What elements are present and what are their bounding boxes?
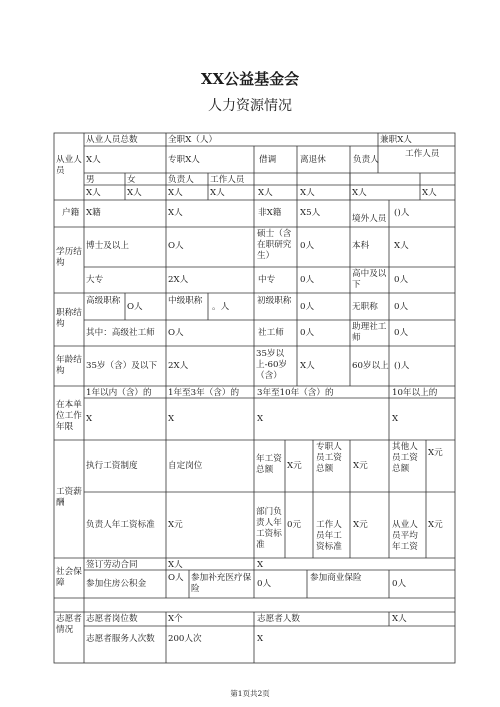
tenure-value-4: X [392, 414, 399, 424]
highschool-label: 高中及以下 [352, 269, 387, 290]
employee-value-5: X人 [258, 188, 273, 198]
tenure-value-2: X [168, 414, 175, 424]
document-subtitle: 人力资源情况 [208, 98, 292, 114]
volunteer-label: 志愿者情况 [56, 614, 82, 635]
tenure-header-1: 1年以内（含）的 [86, 388, 152, 398]
doctor-value: O人 [168, 241, 184, 251]
dept-head-salary-label: 部门负责人年工资标准 [256, 507, 282, 550]
employee-value-7: X人 [352, 188, 367, 198]
parttime-label: 兼职X人 [380, 135, 412, 145]
salary-system-label: 执行工资制度 [86, 461, 138, 471]
asst-sw-label: 助理社工师 [352, 322, 387, 343]
sw-value: 0人 [300, 328, 315, 338]
registry-label: 户籍 [62, 208, 80, 218]
age-le35-value: 2X人 [168, 361, 189, 371]
volunteer-services-label: 志愿者服务人次数 [86, 634, 155, 644]
avg-salary-label: 从业人员平均年工资 [392, 520, 418, 552]
overseas-label: 境外人员 [352, 214, 387, 224]
vocational-value: 0人 [300, 275, 315, 285]
page-number: 第1页共2页 [230, 689, 270, 698]
head-salary-value: X元 [168, 520, 183, 530]
employee-value-1: X人 [86, 188, 101, 198]
male-label: 男 [86, 175, 95, 185]
avg-salary-value: X元 [428, 520, 443, 530]
junior-title-value: 0人 [300, 302, 315, 312]
employee-value-2: X人 [127, 188, 142, 198]
registry-value-1: X籍 [86, 208, 101, 218]
volunteer-count-value: X人 [392, 614, 407, 624]
senior-sw-label: 其中：高级社工师 [86, 328, 155, 338]
mid-title-value: 。人 [212, 302, 230, 312]
salary-label: 工资薪酬 [56, 487, 82, 508]
tenure-value-1: X [86, 414, 93, 424]
age-mid-label: 35岁以上-60岁（含） [256, 349, 288, 381]
fulltime-total-label: 专职人员工资总额 [316, 442, 342, 474]
staff-salary-label: 工作人员年工资标准 [316, 520, 342, 552]
tenure-header-4: 10年以上的 [392, 388, 438, 398]
tenure-header-3: 3年至10年（含）的 [257, 388, 334, 398]
non-local-label: 非X籍 [258, 208, 282, 218]
contract-value-2: X [257, 560, 264, 570]
registry-value-4: ()人 [394, 208, 410, 218]
staff-salary-value: X元 [353, 520, 368, 530]
female-label: 女 [127, 175, 136, 185]
volunteer-services-value-2: X [257, 634, 264, 644]
vocational-label: 中专 [258, 275, 276, 285]
college-value: 2X人 [168, 275, 189, 285]
head-salary-label: 负责人年工资标准 [86, 520, 155, 530]
social-security-label: 社会保障 [56, 567, 82, 588]
senior-title-label: 高级职称 [86, 296, 121, 306]
contract-label: 签订劳动合同 [86, 560, 138, 570]
junior-title-label: 初级职称 [257, 296, 292, 306]
total-employees-label: 从业人员总数 [86, 135, 138, 145]
contract-value: X人 [168, 560, 183, 570]
title-structure-label: 职称结构 [56, 308, 82, 329]
tenure-value-3: X [257, 414, 264, 424]
salary-system-value: 自定岗位 [168, 461, 203, 471]
age-gt60-value: ()人 [394, 361, 410, 371]
annual-total-value: X元 [287, 461, 302, 471]
seconded-label: 借调 [259, 155, 277, 165]
employee-value-4: X人 [210, 188, 225, 198]
tenure-header-2: 1年至3年（含）的 [168, 388, 240, 398]
bachelor-value: X人 [394, 241, 409, 251]
section-label-employees: 从业人员 [56, 155, 82, 176]
highschool-value: 0人 [394, 275, 409, 285]
medical-insurance-label: 参加补充医疗保险 [191, 573, 252, 594]
housing-fund-value: O人 [168, 573, 184, 583]
no-title-value: 0人 [394, 302, 409, 312]
total-employees-value: X人 [86, 155, 101, 165]
master-label: 硕士（含在职研究生） [257, 229, 292, 261]
registry-value-2: X人 [168, 208, 183, 218]
housing-fund-label: 参加住房公积金 [86, 579, 147, 589]
college-label: 大专 [86, 275, 104, 285]
dept-head-salary-value: 0元 [287, 520, 302, 530]
age-mid-value: X人 [300, 361, 315, 371]
volunteer-posts-label: 志愿者岗位数 [86, 614, 138, 624]
staff2-label: 工作人员 [210, 175, 245, 185]
age-le35-label: 35岁（含）及以下 [86, 361, 158, 371]
master-value: 0人 [300, 241, 315, 251]
senior-sw-value: O人 [168, 328, 184, 338]
other-total-value: X元 [428, 448, 443, 458]
employee-value-8: X人 [422, 188, 437, 198]
senior-title-value: O人 [127, 302, 143, 312]
fulltime-value: 专职X人 [168, 155, 200, 165]
volunteer-posts-value: X个 [168, 614, 183, 624]
document-title: XX公益基金会 [200, 70, 300, 88]
age-gt60-label: 60岁以上 [352, 361, 389, 371]
bachelor-label: 本科 [352, 241, 370, 251]
retired-label: 离退休 [300, 155, 326, 165]
commercial-insurance-value: 0人 [392, 579, 407, 589]
commercial-insurance-label: 参加商业保险 [310, 573, 362, 583]
education-label: 学历结构 [56, 247, 82, 268]
volunteer-services-value: 200人次 [168, 634, 202, 644]
tenure-label: 在本单位工作年限 [56, 400, 82, 432]
age-label: 年龄结构 [56, 355, 82, 376]
no-title-label: 无职称 [352, 302, 378, 312]
fulltime-total-value: X元 [353, 461, 368, 471]
other-total-label: 其他人员工资总额 [392, 442, 418, 474]
annual-total-label: 年工资总额 [256, 454, 282, 475]
medical-insurance-value: 0人 [257, 579, 272, 589]
volunteer-count-label: 志愿者人数 [257, 614, 300, 624]
mid-title-label: 中级职称 [168, 296, 203, 306]
registry-value-3: X5人 [300, 208, 321, 218]
fulltime-label: 全职X（人） [168, 135, 218, 145]
head2-label: 负责人 [168, 175, 194, 185]
employee-value-3: X人 [168, 188, 183, 198]
employee-value-6: X人 [300, 188, 315, 198]
staff-label: 工作人员 [405, 149, 440, 159]
doctor-label: 博士及以上 [86, 241, 129, 251]
head-label: 负责人 [353, 155, 379, 165]
sw-label: 社工师 [258, 328, 284, 338]
asst-sw-value: 0人 [394, 328, 409, 338]
